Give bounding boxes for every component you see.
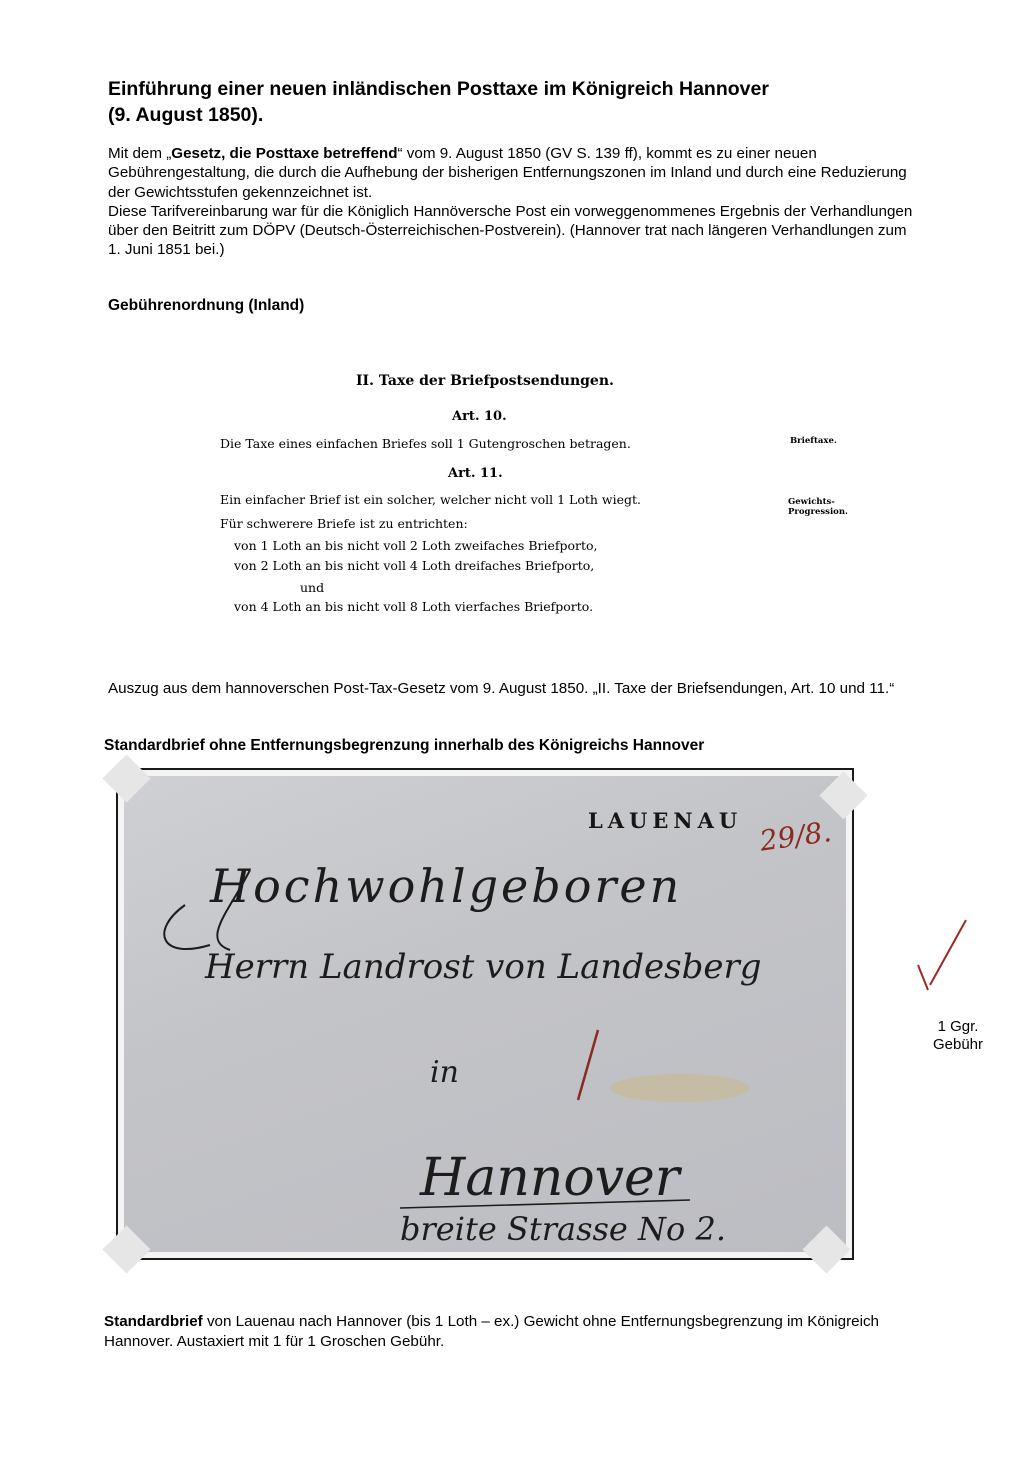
paper-stain (610, 1074, 750, 1102)
address-line-5: breite Strasse No 2. (400, 1210, 726, 1248)
title-line-2: (9. August 1850). (108, 104, 264, 126)
address-line-4: Hannover (420, 1148, 680, 1208)
red-date-note: 29/8. (757, 814, 834, 858)
margin-note-brieftaxe: Brieftaxe. (790, 436, 837, 446)
address-line-3: in (430, 1055, 459, 1090)
law-art-11-line-2: Für schwerere Briefe ist zu entrichten: (220, 516, 468, 531)
law-caption: Auszug aus dem hannoverschen Post-Tax-Gesetz vom 9. August 1850. „II. Taxe der Briefsendungen, Art. 10 und 11.“ (108, 680, 895, 697)
enlarged-fee-mark (918, 920, 966, 990)
fee-label-line-1: 1 Ggr. (937, 1018, 979, 1035)
letter-heading: Standardbrief ohne Entfernungsbegrenzung innerhalb des Königreichs Hannover (104, 737, 705, 754)
red-fee-mark (578, 1030, 598, 1100)
margin-note-2a: Gewichts- (788, 497, 835, 507)
law-art-10-text: Die Taxe eines einfachen Briefes soll 1 Gutengroschen betragen. (220, 436, 631, 451)
intro-p1-post: “ vom 9. August 1850 (GV S. 139 ff), kommt es zu einer neuen Gebührengestaltung, die durch die Aufhebung der bisherigen Entfernungszonen im Inland und durch eine Reduzierung der Gewichtsstufen gekennzeichnet ist. (108, 145, 907, 201)
intro-paragraph-2: Diese Tarifvereinbarung war für die Königlich Hannöversche Post ein vorweggenommenes Ergebnis der Verhandlungen über den Beitritt zum DÖPV (Deutsch-Österreichischen-Postverein). (Hannover trat nach längeren Verhandlungen zum 1. Juni 1851 bei.) (108, 202, 913, 259)
law-art-11-line-4: von 2 Loth an bis nicht voll 4 Loth dreifaches Briefporto, (234, 558, 595, 573)
law-art-11-line-3: von 1 Loth an bis nicht voll 2 Loth zweifaches Briefporto, (234, 538, 598, 553)
letter-caption (104, 1312, 924, 1352)
law-title: Gesetz, die Posttaxe betreffend (171, 145, 398, 162)
law-art-11-line-6: von 4 Loth an bis nicht voll 8 Loth vierfaches Briefporto. (234, 599, 594, 614)
address-line-2: Herrn Landrost von Landesberg (205, 947, 762, 987)
fee-label (918, 1018, 998, 1054)
letter-caption-bold: Standardbrief (104, 1313, 203, 1330)
law-art-11: Art. 11. (448, 466, 503, 481)
letter-caption-rest: von Lauenau nach Hannover (bis 1 Loth – ex.) Gewicht ohne Entfernungsbegrenzung im Königreich Hannover. Austaxiert mit 1 für 1 Groschen Gebühr. (104, 1313, 880, 1350)
intro-p1-pre: Mit dem „ (108, 145, 172, 162)
fee-label-line-2: Gebühr (932, 1036, 984, 1053)
law-art-10: Art. 10. (452, 409, 507, 424)
title-line-1: Einführung einer neuen inländischen Posttaxe im Königreich Hannover (108, 78, 769, 100)
law-art-11-line-5: und (300, 580, 325, 595)
address-line-1: Hochwohlgeboren (210, 859, 683, 913)
section-heading: Gebührenordnung (Inland) (108, 297, 305, 314)
law-art-11-line-1: Ein einfacher Brief ist ein solcher, welcher nicht voll 1 Loth wiegt. (220, 492, 642, 507)
margin-note-2b: Progression. (788, 507, 848, 517)
law-heading: II. Taxe der Briefpostsendungen. (356, 373, 614, 389)
lauenau-postmark: LAUENAU (588, 808, 743, 833)
